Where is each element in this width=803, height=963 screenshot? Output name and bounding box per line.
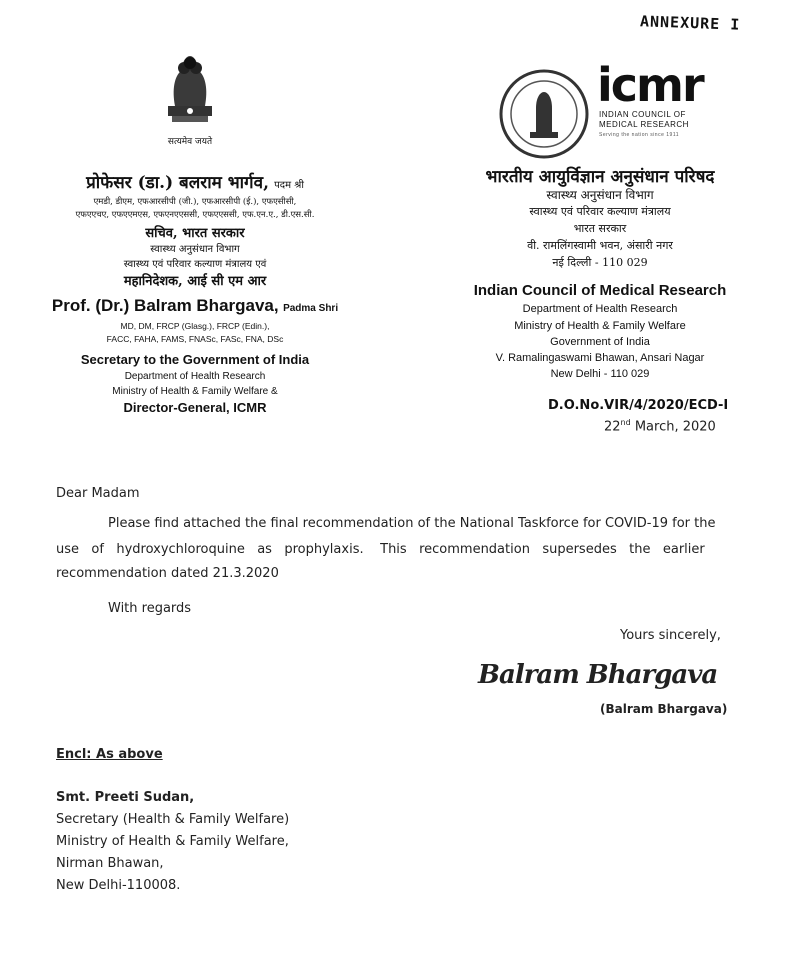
addressee-name: Smt. Preeti Sudan,: [56, 790, 195, 805]
addressee-line: Ministry of Health & Family Welfare,: [56, 834, 289, 849]
hindi-qualifications-2: एफएएचए, एफएएमएस, एफएनएएससी, एफएएससी, एफ.एन.ए., डी.एस.सी.: [75, 210, 315, 220]
icmr-logo-text: icmr: [597, 58, 703, 112]
hindi-government: भारत सरकार: [573, 222, 627, 235]
qualifications-2: FACC, FAHA, FAMS, FNASc, FASc, FNA, DSc: [106, 334, 284, 344]
city-right: New Delhi - 110 029: [550, 368, 650, 380]
paragraph-line-2: use of hydroxychloroquine as prophylaxis. This recommendation supersedes the earlier: [56, 542, 705, 557]
hindi-address: वी. रामलिंगस्वामी भवन, अंसारी नगर: [527, 239, 673, 252]
hindi-ministry-right: स्वास्थ्य एवं परिवार कल्याण मंत्रालय: [529, 205, 671, 218]
state-emblem-icon: [160, 50, 220, 130]
closing: Yours sincerely,: [620, 628, 721, 643]
signatory-name: (Balram Bhargava): [600, 702, 728, 716]
hindi-city: नई दिल्ली - 110 029: [552, 256, 648, 269]
salutation: Dear Madam: [56, 486, 140, 501]
logo-tagline: Serving the nation since 1911: [599, 132, 680, 138]
addressee-block: [56, 787, 289, 897]
hindi-secretary: सचिव, भारत सरकार: [145, 226, 245, 241]
paragraph-line-3: recommendation dated 21.3.2020: [56, 566, 279, 581]
letter-date: 22nd March, 2020: [604, 418, 716, 435]
department-right: Department of Health Research: [522, 303, 678, 315]
award: Padma Shri: [283, 303, 339, 314]
hindi-award: पदम श्री: [274, 180, 304, 191]
secretary-title: Secretary to the Government of India: [80, 352, 310, 367]
annexure-label: ANNEXURE I: [639, 12, 741, 34]
address-right: V. Ramalingaswami Bhawan, Ansari Nagar: [495, 352, 705, 364]
enclosure: Encl: As above: [56, 747, 163, 762]
icmr-seal-icon: [498, 68, 590, 160]
qualifications-1: MD, DM, FRCP (Glasg.), FRCP (Edin.),: [120, 321, 270, 331]
reference-number: D.O.No.VIR/4/2020/ECD-I: [548, 398, 729, 413]
logo-subtitle-2: MEDICAL RESEARCH: [599, 120, 689, 129]
emblem-motto: सत्यमेव जयते: [167, 137, 213, 147]
hindi-name: प्रोफेसर (डा.) बलराम भार्गव,: [86, 173, 269, 193]
hindi-department-right: स्वास्थ्य अनुसंधान विभाग: [546, 188, 654, 202]
government-right: Government of India: [550, 336, 650, 348]
department: Department of Health Research: [124, 371, 266, 382]
addressee-line: Secretary (Health & Family Welfare): [56, 812, 290, 827]
hindi-director-general: महानिदेशक, आई सी एम आर: [123, 274, 267, 289]
hindi-qualifications-1: एमडी, डीएम, एफआरसीपी (जी.), एफआरसीपी (ई.), एफएसीसी,: [93, 197, 297, 207]
regards: With regards: [108, 601, 192, 616]
hindi-department: स्वास्थ्य अनुसंधान विभाग: [150, 244, 240, 255]
paragraph-line-1: Please find attached the final recommendation of the National Taskforce for COVID-19 for the: [108, 516, 716, 531]
hindi-ministry: स्वास्थ्य एवं परिवार कल्याण मंत्रालय एवं: [123, 259, 267, 270]
org-name: Indian Council of Medical Research: [473, 282, 727, 299]
logo-subtitle-1: INDIAN COUNCIL OF: [599, 110, 686, 119]
signature: Balram Bhargava: [478, 660, 718, 690]
addressee-line: New Delhi-110008.: [56, 878, 181, 893]
ministry: Ministry of Health & Family Welfare &: [112, 386, 278, 397]
hindi-org-name: भारतीय आयुर्विज्ञान अनुसंधान परिषद: [485, 167, 715, 187]
ministry-right: Ministry of Health & Family Welfare: [514, 320, 686, 332]
director-general-title: Director-General, ICMR: [123, 400, 267, 415]
addressee-line: Nirman Bhawan,: [56, 856, 164, 871]
signatory-name-header: Prof. (Dr.) Balram Bhargava,: [51, 296, 279, 315]
